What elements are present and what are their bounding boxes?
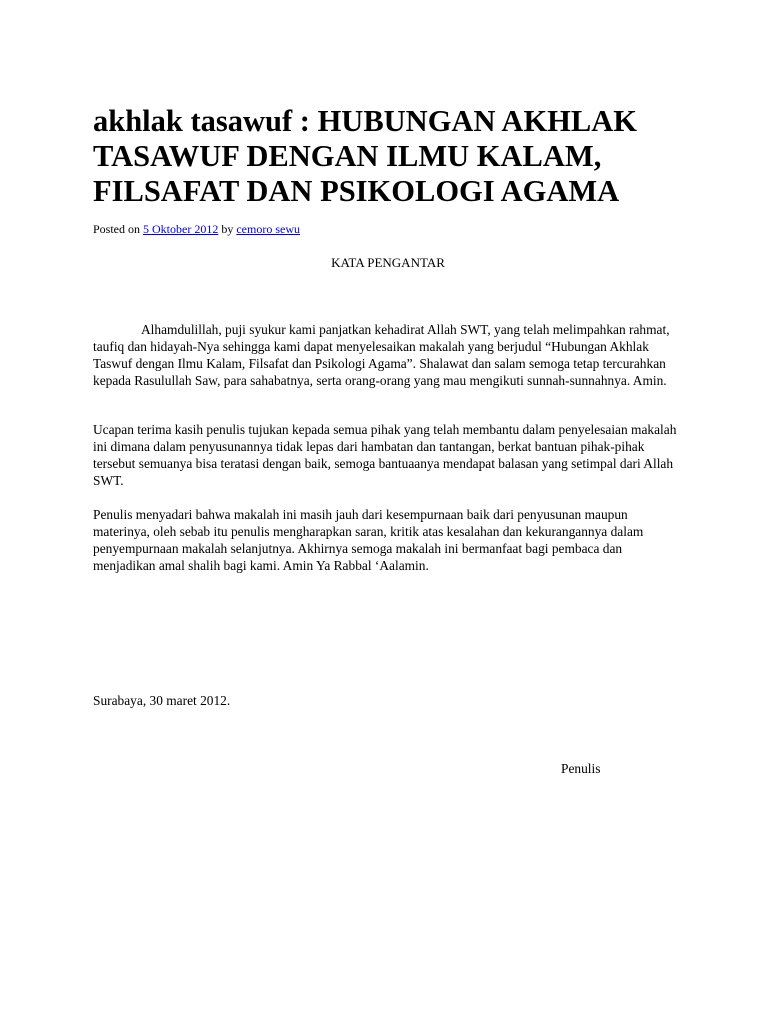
author-link[interactable]: cemoro sewu (236, 222, 300, 236)
posted-on-label: Posted on (93, 222, 141, 236)
signature: Penulis (561, 761, 601, 776)
by-label: by (221, 222, 234, 236)
post-meta (93, 221, 300, 237)
paragraph-3: Penulis menyadari bahwa makalah ini masih jauh dari kesempurnaan baik dari penyusunan maupun materinya, oleh sebab itu penulis mengharapkan saran, kritik atas kesalahan dan kekurangannya dalam penyempurnaan makalah selanjutnya. Akhirnya semoga makalah ini bermanfaat bagi pembaca dan menjadikan amal shalih bagi kami. Amin Ya Rabbal ‘Aalamin. (93, 507, 644, 573)
city-date: Surabaya, 30 maret 2012. (93, 693, 231, 708)
paragraph-2: Ucapan terima kasih penulis tujukan kepada semua pihak yang telah membantu dalam penyelesaian makalah ini dimana dalam penyusunannya tidak lepas dari hambatan dan tantangan, berkat bantuan pihak-pihak tersebut semuanya bisa teratasi dengan baik, semoga bantuaanya mendapat balasan yang setimpal dari Allah SWT. (93, 422, 677, 488)
section-heading: KATA PENGANTAR (331, 255, 445, 270)
page-title: akhlak tasawuf : HUBUNGAN AKHLAK TASAWUF DENGAN ILMU KALAM, FILSAFAT DAN PSIKOLOGI AGAMA (93, 104, 637, 208)
post-date-link[interactable]: 5 Oktober 2012 (143, 222, 219, 236)
paragraph-1: Alhamdulillah, puji syukur kami panjatkan kehadirat Allah SWT, yang telah melimpahkan rahmat, taufiq dan hidayah-Nya sehingga kami dapat menyelesaikan makalah yang berjudul “Hubungan Akhlak Taswuf dengan Ilmu Kalam, Filsafat dan Psikologi Agama”. Shalawat dan salam semoga tetap tercurahkan kepada Rasulullah Saw, para sahabatnya, serta orang-orang yang mau mengikuti sunnah-sunnahnya. Amin. (93, 322, 670, 388)
